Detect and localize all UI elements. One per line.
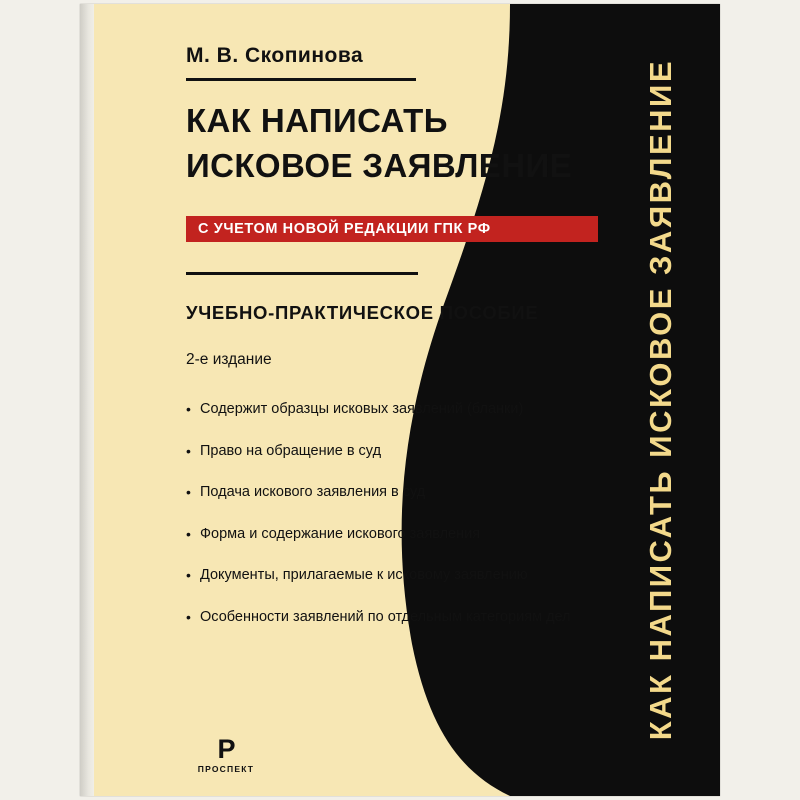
book-title-line-1: КАК НАПИСАТЬ: [186, 102, 448, 139]
list-item: • Право на обращение в суд: [186, 442, 606, 462]
list-item: • Особенности заявлений по отдельным категориям дел: [186, 608, 606, 628]
list-item: • Содержит образцы исковых заявлений (бланки): [186, 400, 606, 420]
author-name: М. В. Скопинова: [186, 44, 364, 67]
divider-middle: [186, 272, 418, 275]
page-edge-strip: [80, 4, 94, 796]
book-title-line-2: ИСКОВОЕ ЗАЯВЛЕНИЕ: [186, 146, 572, 184]
divider-top: [186, 78, 416, 81]
red-banner-text: С УЧЕТОМ НОВОЙ РЕДАКЦИИ ГПК РФ: [198, 221, 491, 237]
list-item: • Подача искового заявления в суд: [186, 483, 606, 503]
list-item: • Форма и содержание искового заявления: [186, 525, 606, 545]
book-title: [186, 99, 606, 188]
publisher-mark: Р: [217, 733, 235, 764]
front-cover-content: [94, 4, 720, 796]
publisher-name: ПРОСПЕКТ: [197, 764, 255, 774]
book-kind: УЧЕБНО-ПРАКТИЧЕСКОЕ ПОСОБИЕ: [186, 302, 539, 323]
publisher-logo: [178, 733, 274, 774]
red-banner: [186, 216, 598, 242]
list-item: • Документы, прилагаемые к исковому заявлению: [186, 566, 606, 586]
spine-title-text: КАК НАПИСАТЬ ИСКОВОЕ ЗАЯВЛЕНИЕ: [642, 59, 678, 741]
feature-list: [186, 400, 606, 649]
edition-label: 2-е издание: [186, 351, 272, 368]
book-cover: [80, 4, 720, 796]
